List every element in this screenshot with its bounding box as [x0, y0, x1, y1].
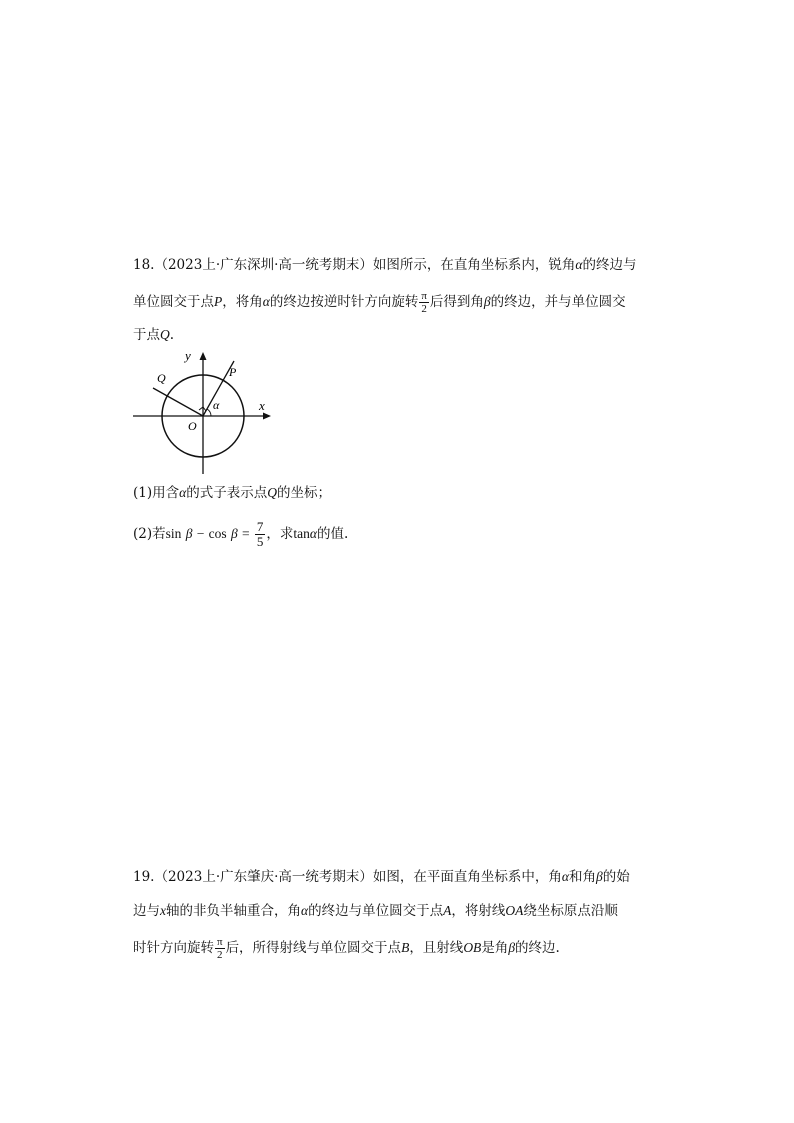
label-y: y [185, 348, 191, 363]
point-p: P [214, 294, 223, 309]
q18-line-1: 18.（2023上·广东深圳·高一统考期末）如图所示，在直角坐标系内，锐角α的终边与 [133, 257, 637, 273]
q18-line-2: 单位圆交于点P，将角α的终边按逆时针方向旋转 $\frac{\pi}{2}$ 后得到角β的终边，并与单位圆交 [133, 290, 626, 315]
alpha-symbol: α [262, 294, 270, 309]
ray-oq [153, 388, 203, 416]
q18-line-3: 于点Q. [133, 327, 175, 343]
question-18 [133, 250, 673, 550]
fraction-7-over-5: $\frac{7}{5}$ [256, 519, 264, 549]
unit-circle-figure [133, 346, 278, 476]
point-q: Q [160, 327, 170, 342]
angle-alpha-arc [207, 409, 211, 416]
fraction-pi-over-2: $\frac{\pi}{2}$ [421, 290, 427, 315]
q18-sub-1: (1)用含α的式子表示点Q的坐标； [133, 485, 331, 501]
alpha-symbol: α [575, 257, 583, 272]
x-axis-arrow [263, 413, 271, 420]
q19-line-3: 时针方向旋转 $\frac{\pi}{2}$ 后，所得射线与单位圆交于点B，且射线OB是角β的终边. [133, 936, 560, 961]
label-q: Q [157, 371, 166, 385]
label-alpha: α [213, 398, 220, 412]
q18-sub-2: (2)若sin β − cos β = $\frac{7}{5}$ ，求tanα的值. [133, 519, 349, 549]
q19-line-2: 边与x轴的非负半轴重合，角α的终边与单位圆交于点A，将射线OA绕坐标原点沿顺 [133, 903, 618, 919]
question-19 [133, 862, 673, 972]
label-p: P [229, 365, 237, 379]
label-o: O [188, 419, 197, 433]
beta-symbol: β [483, 294, 491, 309]
q19-line-1: 19.（2023上·广东肇庆·高一统考期末）如图，在平面直角坐标系中，角α和角β的始 [133, 869, 630, 885]
label-x: x [259, 398, 265, 413]
point-q: Q [267, 485, 277, 500]
fraction-pi-over-2: $\frac{\pi}{2}$ [217, 936, 223, 961]
y-axis-arrow [200, 352, 207, 360]
alpha-symbol: α [179, 485, 187, 500]
